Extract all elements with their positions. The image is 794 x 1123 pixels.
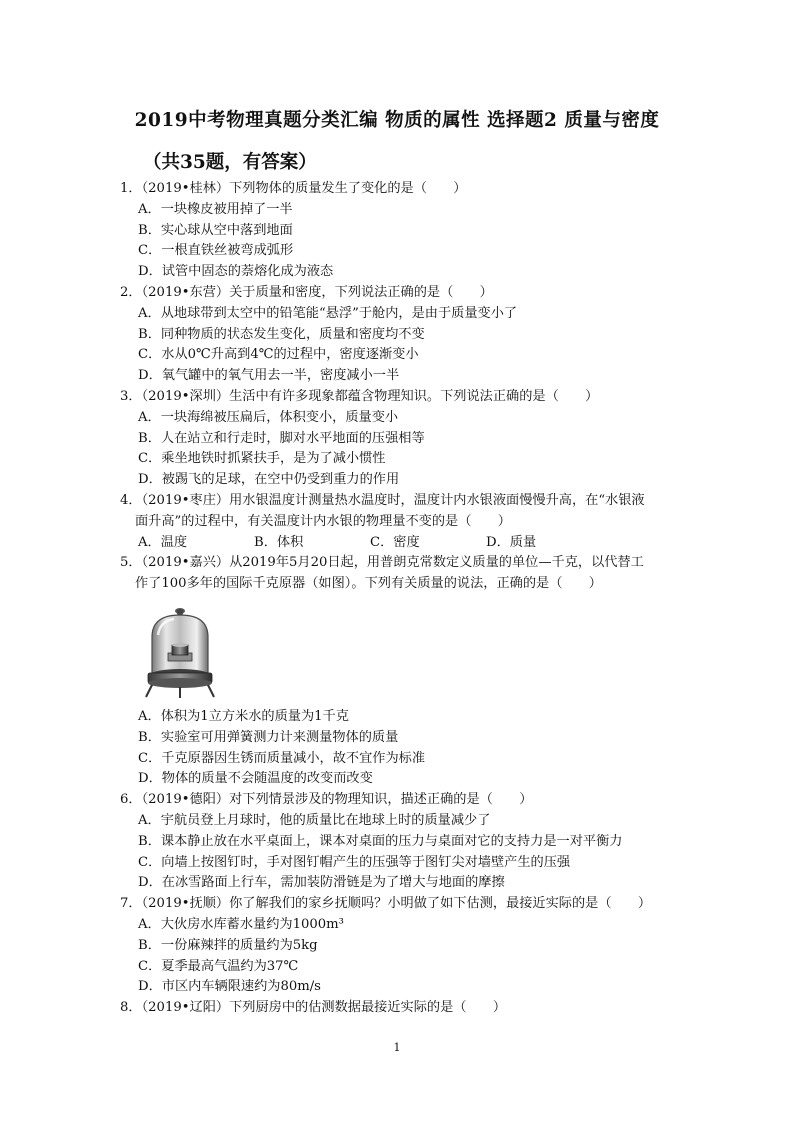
option-a: A．从地球带到太空中的铅笔能“悬浮”于舱内，是由于质量变小了	[138, 305, 518, 321]
option-c: C．向墙上按图钉时，手对图钉帽产生的压强等于图钉尖对墙壁产生的压强	[138, 854, 571, 870]
option-c: C．乘坐地铁时抓紧扶手，是为了减小惯性	[138, 451, 386, 467]
question-6	[120, 790, 680, 894]
page-subtitle: （共35题，有答案）	[143, 152, 317, 173]
option-a: A．温度	[138, 534, 188, 550]
page-number: 1	[393, 1041, 401, 1054]
option-d: D．在冰雪路面上行车，需加装防滑链是为了增大与地面的摩擦	[138, 875, 505, 891]
option-d: D．试管中固态的萘熔化成为液态	[138, 264, 334, 280]
option-b: B．实验室可用弹簧测力计来测量物体的质量	[138, 729, 399, 745]
option-a: A．体积为1立方米水的质量为1千克	[138, 708, 349, 724]
question-stem: 7．（2019•抚顺）你了解我们的家乡抚顺吗？小明做了如下估测，最接近实际的是（ ）	[120, 896, 652, 912]
question-stem-continued: 作了100多年的国际千克原器（如图）。下列有关质量的说法，正确的是（ ）	[135, 576, 602, 592]
option-b: B．体积	[254, 534, 304, 550]
question-7	[120, 894, 680, 998]
option-a: A．一块橡皮被用掉了一半	[138, 201, 293, 217]
question-stem: 6．（2019•德阳）对下列情景涉及的物理知识，描述正确的是（ ）	[120, 792, 533, 808]
option-b: B．课本静止放在水平桌面上，课本对桌面的压力与桌面对它的支持力是一对平衡力	[138, 833, 623, 849]
option-d: D．市区内车辆限速约为80m/s	[138, 979, 321, 995]
question-stem: 2．（2019•东营）关于质量和密度，下列说法正确的是（ ）	[120, 284, 493, 300]
question-stem-continued: 面升高”的过程中，有关温度计内水银的物理量不变的是（ ）	[135, 513, 511, 529]
option-d: D．氧气罐中的氧气用去一半，密度减小一半	[138, 368, 400, 384]
question-stem: 8．（2019•辽阳）下列厨房中的估测数据最接近实际的是（ ）	[120, 1000, 507, 1016]
option-a: A．大伙房水库蓄水量约为1000m³	[138, 916, 344, 932]
question-8	[120, 998, 680, 1019]
option-d: D．物体的质量不会随温度的改变而改变	[138, 771, 373, 787]
option-a: A．一块海绵被压扁后，体积变小，质量变小	[138, 409, 399, 425]
bell-jar-kilogram-prototype-icon	[140, 605, 220, 701]
inline-options	[120, 533, 680, 554]
page-title: 2019中考物理真题分类汇编 物质的属性 选择题2 质量与密度	[134, 110, 660, 131]
question-4	[120, 491, 680, 553]
question-3	[120, 387, 680, 491]
option-a: A．宇航员登上月球时，他的质量比在地球上时的质量减少了	[138, 812, 491, 828]
option-c: C．密度	[370, 534, 420, 550]
question-5	[120, 553, 680, 790]
question-stem: 1．（2019•桂林）下列物体的质量发生了变化的是（ ）	[120, 181, 467, 196]
option-c: C．水从0℃升高到4℃的过程中，密度逐渐变小	[138, 347, 419, 363]
option-d: D．质量	[486, 534, 537, 550]
question-stem: 3．（2019•深圳）生活中有许多现象都蕴含物理知识。下列说法正确的是（ ）	[120, 388, 599, 404]
option-d: D．被踢飞的足球，在空中仍受到重力的作用	[138, 472, 400, 488]
question-stem: 4．（2019•枣庄）用水银温度计测量热水温度时，温度计内水银液面慢慢升高，在“水银液	[120, 492, 645, 508]
question-1	[120, 179, 680, 283]
option-b: B．人在站立和行走时，脚对水平地面的压强相等	[138, 430, 425, 446]
question-2	[120, 283, 680, 387]
option-b: B．同种物质的状态发生变化，质量和密度均不变	[138, 326, 425, 342]
option-c: C．一根直铁丝被弯成弧形	[138, 243, 294, 259]
question-list	[120, 179, 680, 1019]
question-stem: 5．（2019•嘉兴）从2019年5月20日起，用普朗克常数定义质量的单位—千克，以代替工	[120, 555, 644, 571]
option-c: C．千克原器因生锈而质量减小，故不宜作为标准	[138, 750, 426, 766]
option-b: B．实心球从空中落到地面	[138, 222, 293, 238]
option-c: C．夏季最高气温约为37℃	[138, 958, 299, 974]
option-b: B．一份麻辣拌的质量约为5kg	[138, 937, 318, 953]
